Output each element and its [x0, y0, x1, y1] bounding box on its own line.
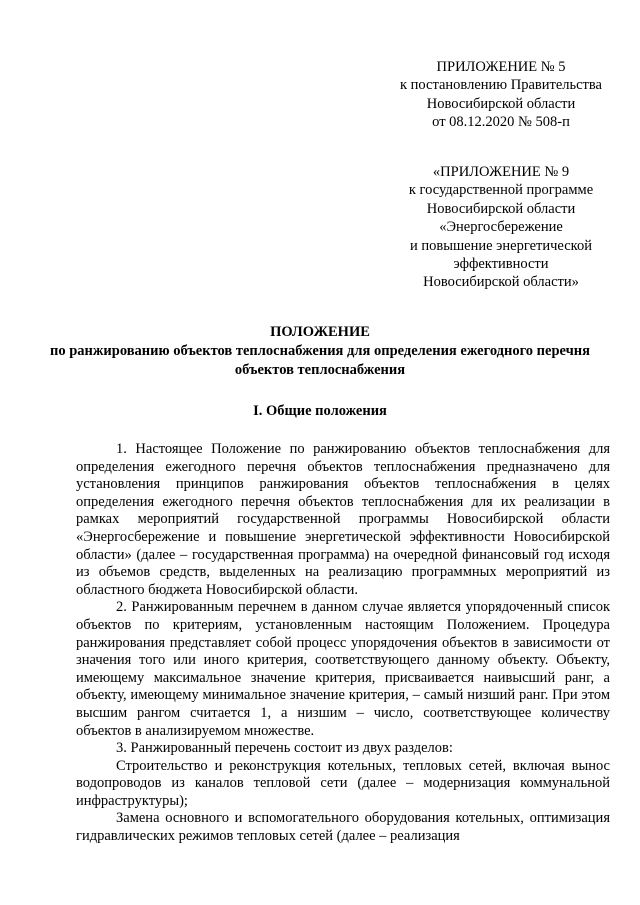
paragraph: 3. Ранжированный перечень состоит из двух разделов:	[116, 740, 453, 757]
document-subtitle: по ранжированию объектов теплоснабжения для определения ежегодного перечня объектов теплоснабжения	[49, 343, 590, 378]
paragraph: Строительство и реконструкция котельных, тепловых сетей, включая вынос водопроводов из каналов тепловой сети (далее – модернизация коммунальной инфраструктуры);	[76, 757, 610, 809]
appendix-9-block	[385, 163, 617, 292]
paragraph: Замена основного и вспомогательного оборудования котельных, оптимизация гидравлических режимов тепловых сетей (далее – реализация	[76, 810, 610, 845]
appendix-5-line: ПРИЛОЖЕНИЕ № 5	[436, 59, 566, 75]
appendix-5-line: к постановлению Правительства	[400, 77, 602, 94]
document-title: ПОЛОЖЕНИЕ	[270, 324, 370, 340]
appendix-5-block	[385, 58, 617, 132]
appendix-9-line: Новосибирской области»	[423, 274, 579, 291]
appendix-9-line: эффективности	[453, 256, 549, 273]
paragraph: 1. Настоящее Положение по ранжированию объектов теплоснабжения для определения ежегодного перечня объектов теплоснабжения предназначено для установления принципов ранжирования объектов теплоснабжения в целях определения ежегодного перечня объектов теплоснабжения для их реализации в рамках мероприятий государственной программы Новосибирской области «Энергосбережение и повышение энергетической эффективности Новосибирской области» (далее – государственная программа) на очередной финансовый год исходя из объемов средств, выделенных на реализацию программных мероприятий из областного бюджета Новосибирской области.	[76, 441, 610, 598]
appendix-9-line: «Энергосбережение	[439, 219, 563, 236]
appendix-5-line: Новосибирской области	[426, 95, 576, 112]
document-body	[76, 441, 610, 846]
appendix-9-line: Новосибирской области	[426, 200, 576, 217]
appendix-9-line: к государственной программе	[408, 182, 594, 199]
appendix-9-line: «ПРИЛОЖЕНИЕ № 9	[432, 164, 570, 180]
paragraph: 2. Ранжированным перечнем в данном случае является упорядоченный список объектов по критериям, установленным настоящим Положением. Процедура ранжирования представляет собой процесс упорядочения объектов в зависимости от значения того или иного критерия, соответствующего данному объекту. Объекту, имеющему максимальное значение критерия, присваивается наивысший ранг, а объекту, имеющему минимальное значение критерия, – самый низший ранг. При этом высшим рангом считается 1, а низшим – число, соответствующее количеству объектов в анализируемом множестве.	[76, 599, 610, 739]
section-heading: I. Общие положения	[253, 403, 387, 419]
appendix-9-line: и повышение энергетической	[410, 237, 592, 254]
appendix-5-line: от 08.12.2020 № 508-п	[432, 114, 570, 131]
